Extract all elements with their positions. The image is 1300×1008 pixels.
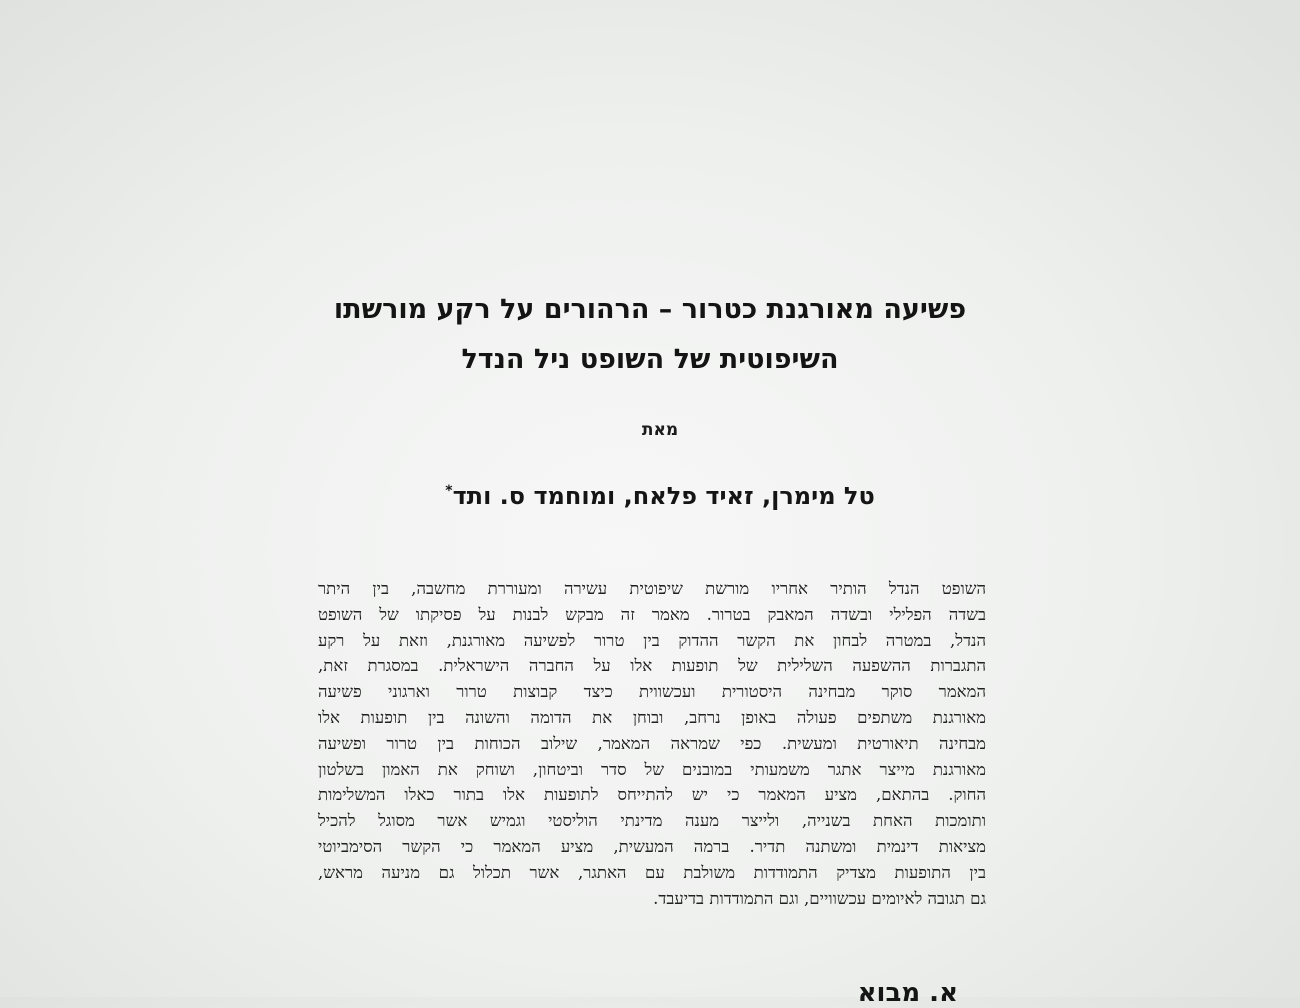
abstract-line: הנדל, במטרה לבחון את הקשר ההדוק בין טרור לפשיעה מאורגנת, וזאת על רקע: [318, 630, 986, 650]
abstract-line: בשדה הפלילי ובשדה המאבק בטרור. מאמר זה מבקש לבנות על פסיקתו של השופט: [318, 604, 986, 624]
abstract-line: מאורגנת משתפים פעולה באופן נרחב, ובוחן את הדומה והשונה בין תופעות אלו: [318, 707, 986, 727]
abstract-line: התגברות ההשפעה השלילית של תופעות אלו על החברה הישראלית. במסגרת זאת,: [318, 656, 986, 676]
abstract-line: מבחינה תיאורטית ומעשית. כפי שמראה המאמר, שילוב הכוחות בין טרור ופשיעה: [318, 733, 986, 753]
by-label: מאת: [641, 420, 679, 440]
article-title-line-1: פשיעה מאורגנת כטרור – הרהורים על רקע מורשתו: [333, 294, 967, 325]
abstract-line: החוק. בהתאם, מציע המאמר כי יש להתייחס לתופעות אלו בתור כאלו המשלימות: [318, 785, 986, 805]
abstract-line: גם תגובה לאיומים עכשוויים, וגם התמודדות בדיעבד.: [653, 888, 986, 908]
abstract-line: בין התופעות מצדיק התמודדות משולבת עם האתגר, אשר תכלול גם מניעה מראש,: [318, 862, 986, 882]
abstract-line: ותומכות האחת בשנייה, ולייצר מענה מדינתי הוליסטי וגמיש אשר מסוגל להכיל: [318, 811, 986, 831]
abstract-line: השופט הנדל הותיר אחריו מורשת שיפוטית עשירה ומעוררת מחשבה, בין היתר: [318, 579, 986, 598]
authors-names: טל מימרן, זאיד פלאח, ומוחמד ס. ותד: [452, 482, 875, 510]
abstract: [318, 576, 986, 911]
article-title: [280, 285, 1020, 385]
section-heading-introduction: א. מבוא: [857, 978, 958, 1008]
authors-footnote-mark: *: [445, 483, 453, 499]
abstract-line: המאמר סוקר מבחינה היסטורית ועכשווית כיצד קבוצות טרור וארגוני פשיעה: [318, 682, 986, 702]
abstract-line: מאורגנת מייצר אתגר משמעותי במובנים של סדר וביטחון, ושוחק את האמון בשלטון: [318, 759, 986, 779]
article-title-line-2: השיפוטית של השופט ניל הנדל: [461, 344, 839, 375]
authors-line: [380, 482, 940, 510]
abstract-line: מציאות דינמית ומשתנה תדיר. ברמה המעשית, מציע המאמר כי הקשר הסימביוטי: [318, 836, 986, 856]
